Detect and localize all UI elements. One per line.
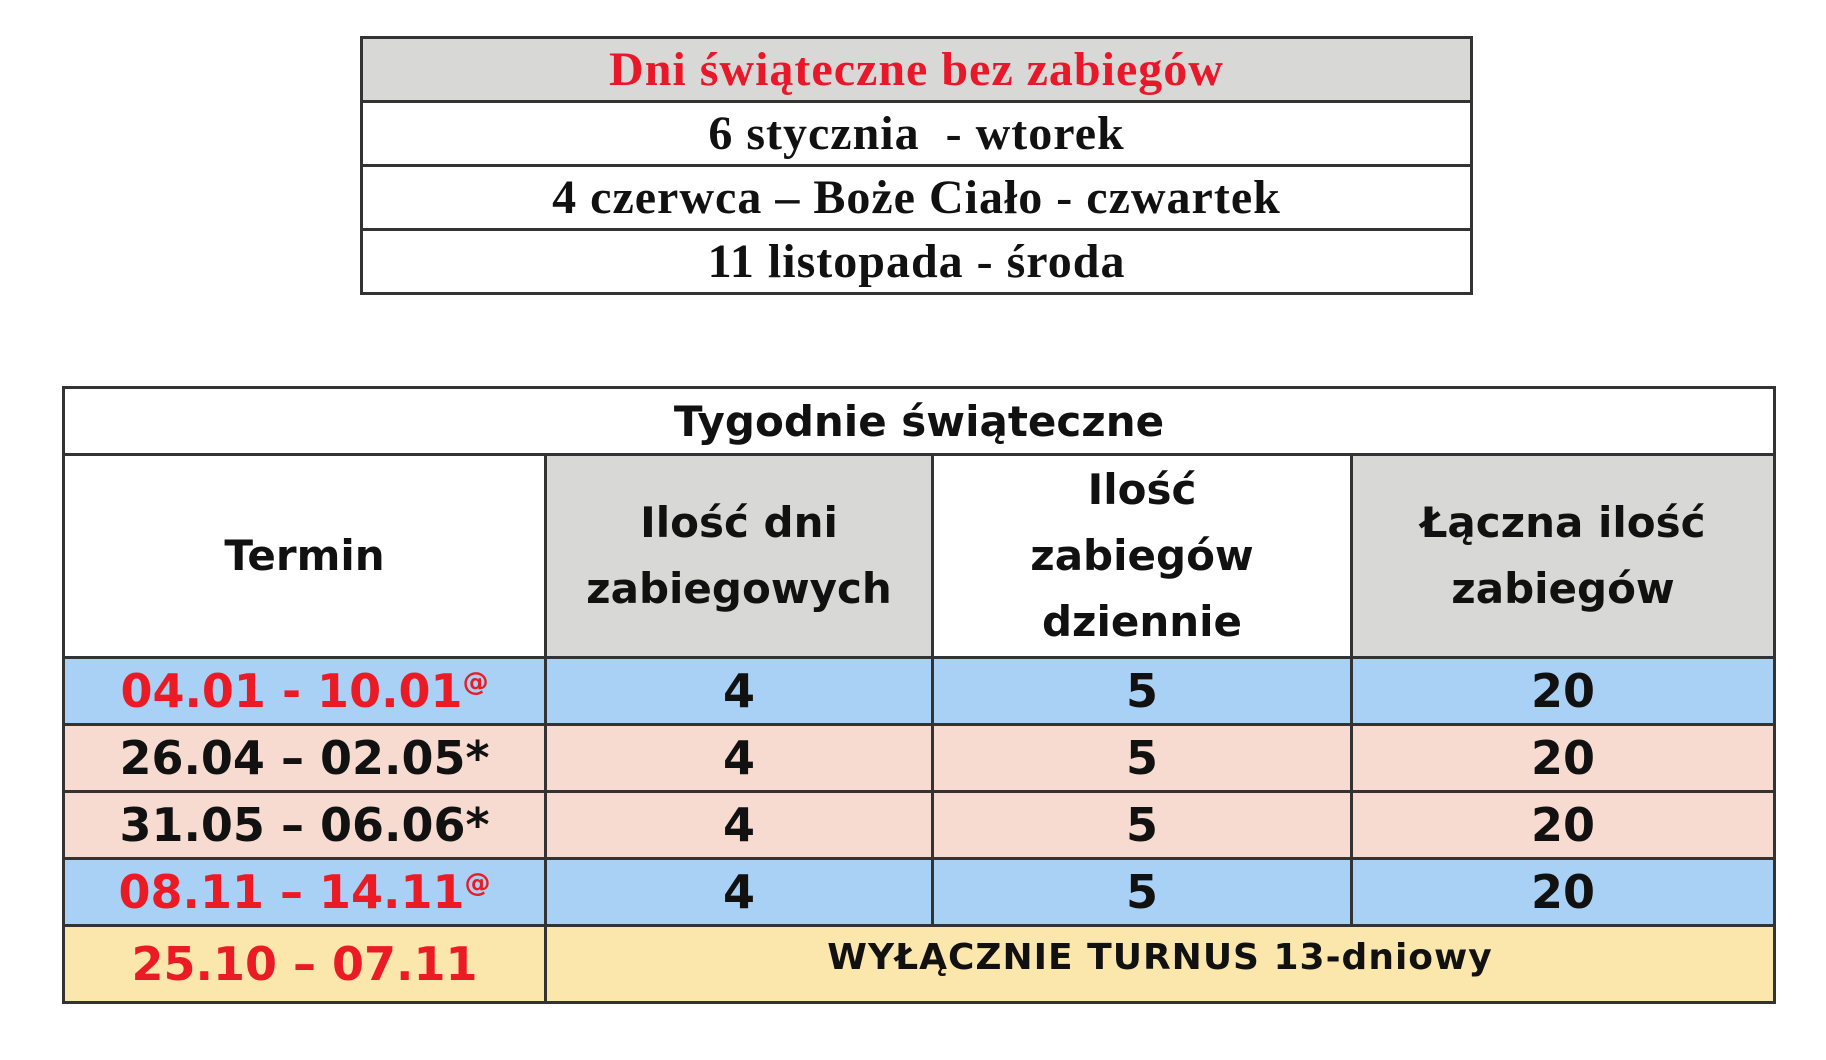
daily-cell: 5: [933, 792, 1352, 859]
term-mark: @: [462, 667, 489, 698]
special-term-cell: 25.10 – 07.11: [64, 926, 546, 1003]
total-cell: 20: [1352, 725, 1775, 792]
days-cell: 4: [546, 792, 933, 859]
holiday-row-text: 11 listopada - środa: [362, 230, 1472, 294]
weeks-header-row: [64, 455, 1775, 658]
days-cell: 4: [546, 658, 933, 725]
term-mark: @: [464, 868, 491, 899]
days-cell: 4: [546, 859, 933, 926]
total-cell: 20: [1352, 859, 1775, 926]
term-cell: [64, 792, 546, 859]
term-text: 08.11 – 14.11: [118, 865, 465, 919]
total-cell: 20: [1352, 658, 1775, 725]
term-text: 04.01 - 10.01: [120, 664, 463, 718]
holiday-weeks-table: [62, 386, 1776, 1004]
days-cell: 4: [546, 725, 933, 792]
term-cell: [64, 859, 546, 926]
total-cell: 20: [1352, 792, 1775, 859]
holidays-title: Dni świąteczne bez zabiegów: [362, 38, 1472, 102]
daily-cell: 5: [933, 859, 1352, 926]
daily-cell: 5: [933, 658, 1352, 725]
table-row: [64, 859, 1775, 926]
table-row-special: [64, 926, 1775, 1003]
header-term: Termin: [64, 455, 546, 658]
weeks-caption-row: [64, 388, 1775, 455]
special-note-cell: WYŁĄCZNIE TURNUS 13-dniowy: [546, 926, 1775, 1003]
holidays-table: [360, 36, 1473, 295]
holiday-row: [362, 166, 1472, 230]
term-mark: *: [465, 731, 490, 785]
header-total: Łączna ilość zabiegów: [1352, 455, 1775, 658]
table-row: [64, 792, 1775, 859]
term-text: 31.05 – 06.06: [119, 798, 466, 852]
term-mark: *: [465, 798, 490, 852]
table-row: [64, 725, 1775, 792]
header-daily: Ilość zabiegów dziennie: [933, 455, 1352, 658]
holiday-row-text: 4 czerwca – Boże Ciało - czwartek: [362, 166, 1472, 230]
term-text: 26.04 – 02.05: [119, 731, 466, 785]
holiday-row: [362, 102, 1472, 166]
term-cell: [64, 725, 546, 792]
holiday-row-text: 6 stycznia - wtorek: [362, 102, 1472, 166]
table-row: [64, 658, 1775, 725]
holidays-title-row: [362, 38, 1472, 102]
term-cell: [64, 658, 546, 725]
header-days: Ilość dni zabiegowych: [546, 455, 933, 658]
weeks-caption: Tygodnie świąteczne: [64, 388, 1775, 455]
holiday-row: [362, 230, 1472, 294]
daily-cell: 5: [933, 725, 1352, 792]
